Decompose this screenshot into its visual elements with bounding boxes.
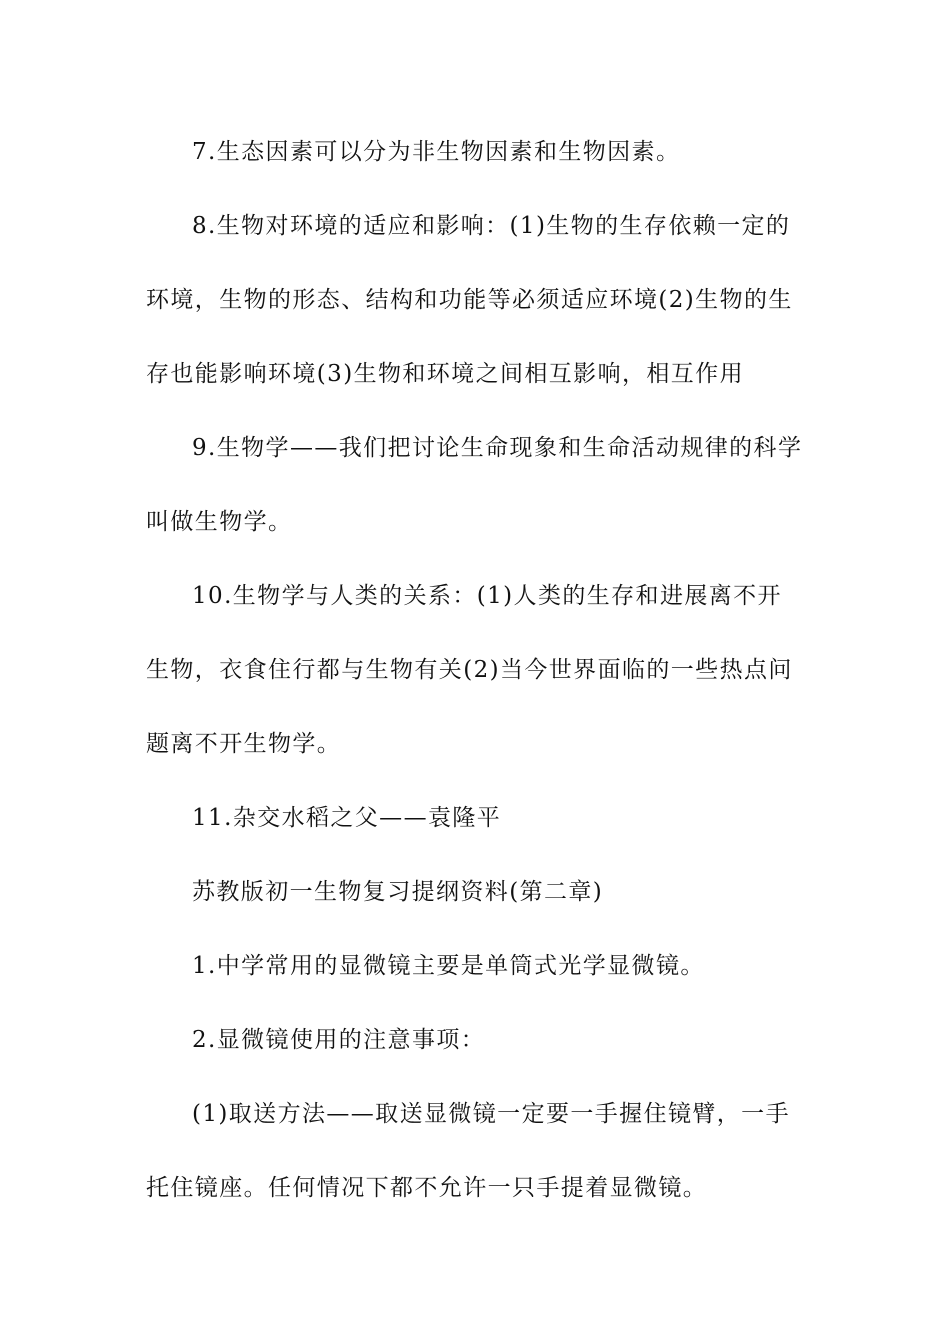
paragraph-7-ecological-factors: 7.生态因素可以分为非生物因素和生物因素。 (192, 139, 681, 165)
document-body (146, 115, 806, 1225)
paragraph-8-adaptation-and-influence: 8.生物对环境的适应和影响：(1)生物的生存依赖一定的环境，生物的形态、结构和功能等必须适应环境(2)生物的生存也能影响环境(3)生物和环境之间相互影响，相互作用 (146, 213, 793, 387)
paragraph-11-hybrid-rice: 11.杂交水稻之父——袁隆平 (192, 805, 502, 831)
paragraph-2-microscope-notes: 2.显微镜使用的注意事项： (192, 1027, 486, 1053)
paragraph-9-biology-definition: 9.生物学——我们把讨论生命现象和生命活动规律的科学叫做生物学。 (146, 435, 803, 535)
paragraph-1-microscope: 1.中学常用的显微镜主要是单筒式光学显微镜。 (192, 953, 705, 979)
paragraph-10-biology-and-humans: 10.生物学与人类的关系：(1)人类的生存和进展离不开生物，衣食住行都与生物有关(2)当今世界面临的一些热点问题离不开生物学。 (146, 583, 793, 757)
paragraph-carrying-method: (1)取送方法——取送显微镜一定要一手握住镜臂，一手托住镜座。任何情况下都不允许一只手提着显微镜。 (146, 1101, 790, 1201)
chapter-heading: 苏教版初一生物复习提纲资料(第二章) (192, 879, 604, 905)
